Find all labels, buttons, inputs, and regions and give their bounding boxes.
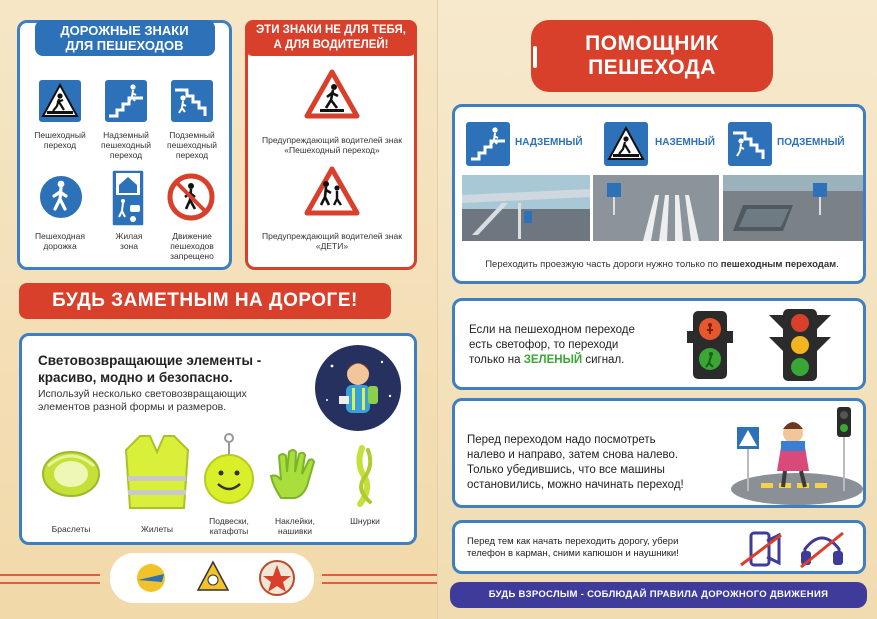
phone-away-panel <box>452 520 866 574</box>
pedestrian-traffic-light-icon <box>687 309 733 381</box>
right-page <box>437 0 877 619</box>
warning-children-icon <box>304 166 360 216</box>
logo-emblem <box>196 560 230 596</box>
phone-away-text: Перед тем как начать переходить дорогу, убери телефон в карман, сними капюшон и наушники! <box>467 536 679 559</box>
decor-stripe <box>0 582 100 584</box>
traffic-light-text: Если на пешеходном переходе есть светофор, то переходи только на ЗЕЛЕНЫЙ сигнал. <box>469 324 635 366</box>
no-headphones-icon <box>797 529 847 569</box>
decor-stripe <box>0 574 100 576</box>
no-phone-icon <box>737 529 785 569</box>
sign-caption: Пешеходный переход <box>34 130 86 150</box>
item-caption: Наклейки, нашивки <box>275 516 315 536</box>
overpass-icon <box>465 121 511 167</box>
pedestrian-signs-panel <box>17 20 232 270</box>
traffic-light-panel <box>452 298 866 390</box>
crossing-label: НАДЗЕМНЫЙ <box>515 137 583 148</box>
reflective-elements-panel <box>19 333 417 545</box>
sign-caption: Движение пешеходов запрещено <box>170 231 214 261</box>
warning-pedestrian-icon <box>304 69 360 119</box>
underpass-icon <box>727 121 773 167</box>
logos-strip <box>110 553 314 603</box>
crossing-label: НАЗЕМНЫЙ <box>655 137 715 148</box>
item-caption: Браслеты <box>51 524 91 534</box>
crossings-note: Переходить проезжую часть дороги нужно только по пешеходным переходам. <box>485 259 839 270</box>
logo-emblem <box>258 559 296 597</box>
driver-signs-panel <box>245 20 417 270</box>
overpass-scene-image <box>462 175 590 241</box>
sign-caption: Жилая зона <box>115 231 143 251</box>
vest-icon <box>122 432 192 512</box>
driver-sign-caption: Предупреждающий водителей знак «ДЕТИ» <box>262 231 402 251</box>
laces-icon <box>342 444 386 508</box>
item-caption: Подвески, катафоты <box>209 516 249 536</box>
pedestrian-signs-header: ДОРОЖНЫЕ ЗНАКИ ДЛЯ ПЕШЕХОДОВ <box>35 20 215 56</box>
bracelet-icon <box>40 444 102 504</box>
reflective-subtitle: Используй несколько световозвращающих элементов разной формы и размеров. <box>38 388 247 413</box>
sign-caption: Надземный пешеходный переход <box>101 130 151 160</box>
crossing-types-panel <box>452 104 866 284</box>
sticker-hand-icon <box>267 448 323 500</box>
driver-sign-caption: Предупреждающий водителей знак «Пешеходный переход» <box>262 135 402 155</box>
look-both-ways-panel <box>452 398 866 508</box>
ground-crossing-scene-image <box>593 175 719 241</box>
vehicle-traffic-light-icon <box>767 307 833 383</box>
left-page <box>0 0 437 619</box>
decor-bar <box>533 46 537 68</box>
decor-stripe <box>322 582 437 584</box>
footer-banner: БУДЬ ВЗРОСЛЫМ - СОБЛЮДАЙ ПРАВИЛА ДОРОЖНОГО ДВИЖЕНИЯ <box>450 582 867 608</box>
underpass-scene-image <box>723 175 863 241</box>
overpass-icon <box>103 78 149 124</box>
look-both-ways-text: Перед переходом надо посмотреть налево и направо, затем снова налево. Только убедившись, что все машины остановились, можно начинать переход! <box>467 434 684 491</box>
logo-emblem <box>132 562 170 594</box>
pedestrian-crossing-icon <box>603 121 649 167</box>
driver-signs-header: ЭТИ ЗНАКИ НЕ ДЛЯ ТЕБЯ, А ДЛЯ ВОДИТЕЛЕЙ! <box>245 20 417 56</box>
residential-zone-icon <box>111 169 145 227</box>
underpass-icon <box>169 78 215 124</box>
be-visible-banner: БУДЬ ЗАМЕТНЫМ НА ДОРОГЕ! <box>19 283 391 319</box>
child-illustration <box>312 344 404 432</box>
item-caption: Жилеты <box>140 524 173 534</box>
crossing-label: ПОДЗЕМНЫЙ <box>777 137 845 148</box>
page-title: ПОМОЩНИК ПЕШЕХОДА <box>531 20 773 92</box>
item-caption: Шнурки <box>350 516 380 526</box>
reflective-title: Световозвращающие элементы - красиво, модно и безопасно. <box>38 353 262 385</box>
sign-caption: Пешеходная дорожка <box>35 231 85 251</box>
no-pedestrians-icon <box>167 173 215 221</box>
decor-stripe <box>322 574 437 576</box>
girl-crossing-illustration <box>717 403 865 507</box>
pedestrian-crossing-icon <box>37 78 83 124</box>
sign-caption: Подземный пешеходный переход <box>167 130 217 160</box>
pendant-icon <box>202 432 256 508</box>
footpath-icon <box>37 173 85 221</box>
